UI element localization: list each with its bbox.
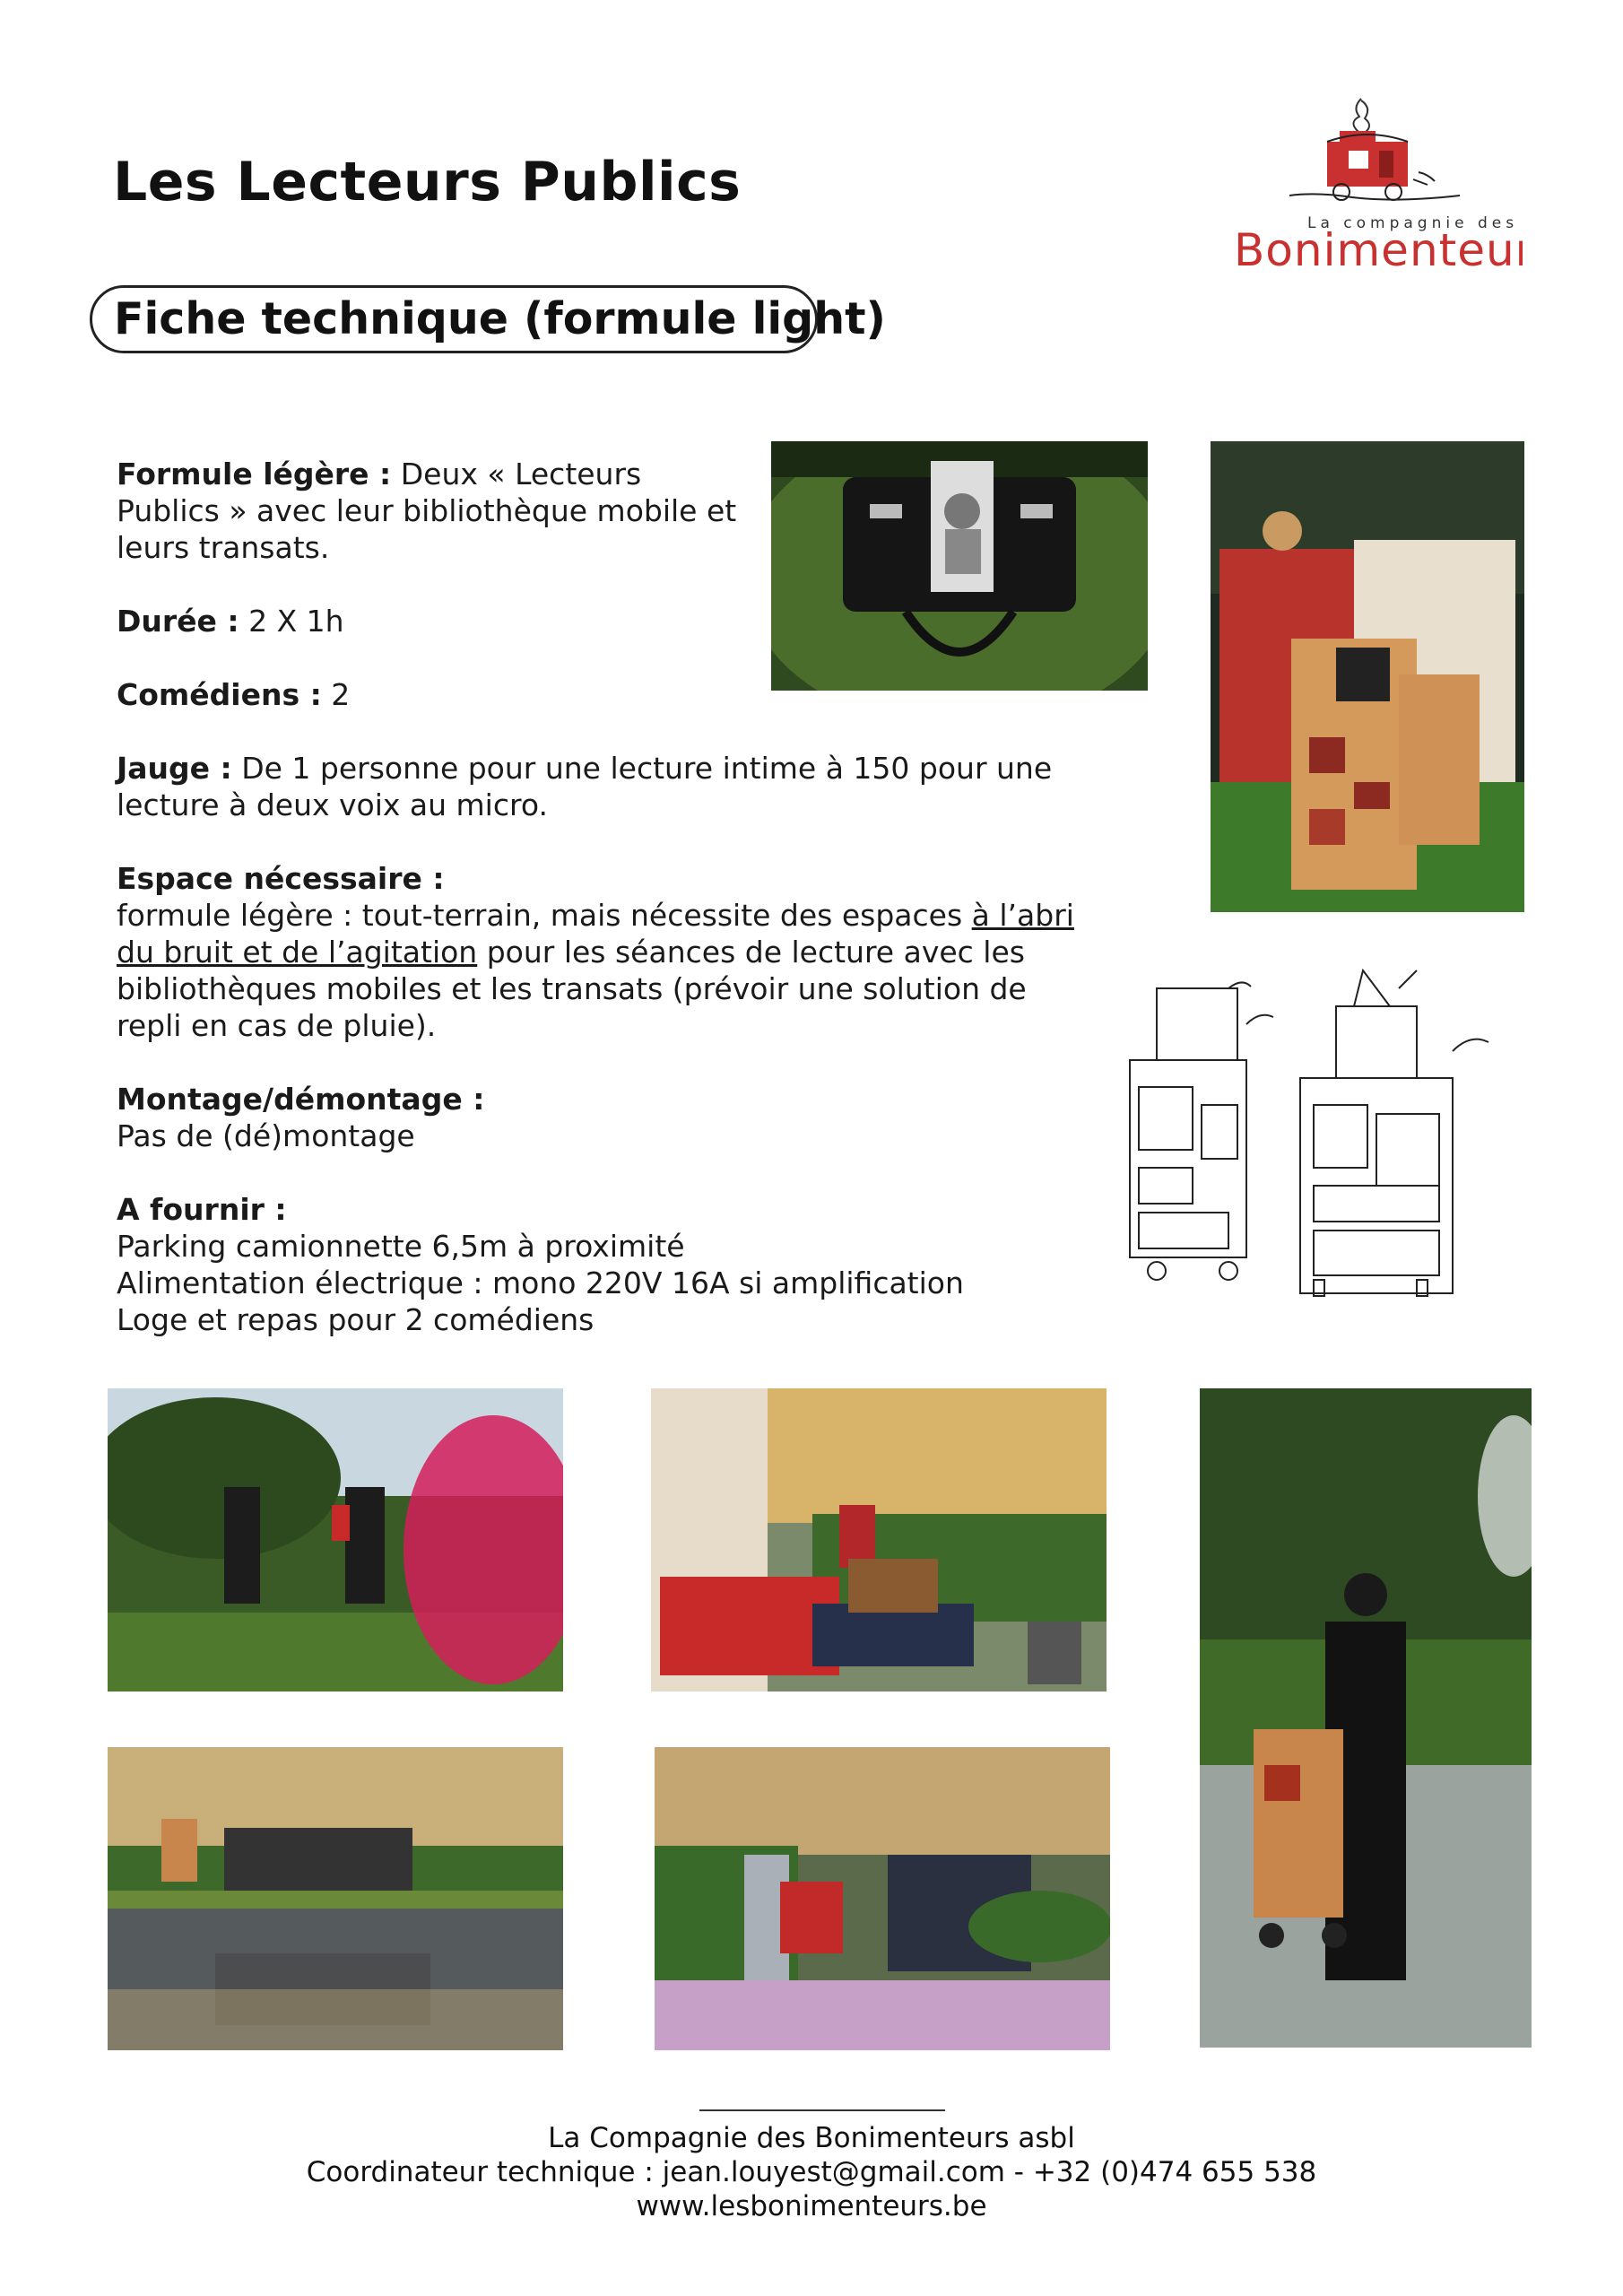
section-montage — [117, 1081, 1103, 1154]
section-label: Durée : — [117, 604, 239, 639]
fournir-item: Loge et repas pour 2 comédiens — [117, 1302, 595, 1337]
photo-performers-reading — [108, 1388, 563, 1692]
section-formule — [117, 456, 744, 566]
caravan-logo-icon — [1227, 90, 1523, 278]
photo-man-pushing-cabinet — [1200, 1388, 1532, 2048]
footer-website-link[interactable]: www.lesbonimenteurs.be — [636, 2190, 987, 2222]
page-title: Les Lecteurs Publics — [113, 151, 742, 213]
section-label: A fournir : — [117, 1192, 287, 1227]
section-fournir — [117, 1191, 1103, 1338]
logo-small-text: La compagnie des — [1307, 214, 1519, 232]
section-label: Comédiens : — [117, 677, 322, 712]
company-logo — [1227, 90, 1523, 278]
footer-contact: Coordinateur technique : jean.louyest@gmail.com - +32 (0)474 655 538 — [306, 2156, 1317, 2188]
footer-divider — [699, 2109, 945, 2111]
section-label: Formule légère : — [117, 457, 392, 491]
fournir-item: Alimentation électrique : mono 220V 16A si amplification — [117, 1265, 964, 1300]
section-espace — [117, 860, 1094, 1044]
photo-children-reading — [655, 1747, 1110, 2050]
section-text: 2 — [321, 677, 351, 712]
photo-briefcase — [771, 441, 1148, 691]
section-label: Jauge : — [117, 751, 232, 786]
photo-mobile-library — [1211, 441, 1524, 912]
section-label: Espace nécessaire : — [117, 861, 445, 896]
section-text: De 1 personne pour une lecture intime à 150 pour une lecture à deux voix au micro. — [117, 751, 1053, 822]
footer-org: La Compagnie des Bonimenteurs asbl — [548, 2122, 1075, 2154]
photo-audience-reflection — [108, 1747, 563, 2050]
section-text: 2 X 1h — [239, 604, 344, 639]
logo-big-text: Bonimenteu — [1234, 224, 1515, 276]
photo-listeners-transats — [651, 1388, 1107, 1692]
section-label: Montage/démontage : — [117, 1082, 485, 1117]
section-text: formule légère : tout-terrain, mais nécessite des espaces — [117, 898, 972, 933]
section-text: Deux « Lecteurs Publics » avec leur bibliothèque mobile et leurs transats. — [117, 457, 737, 565]
fournir-item: Parking camionnette 6,5m à proximité — [117, 1229, 685, 1264]
section-text: pour les séances de lecture avec les bibliothèques mobiles et les transats (prévoir une solution de repli en cas de pluie). — [117, 935, 1027, 1043]
section-text: Pas de (dé)montage — [117, 1118, 415, 1153]
underlined-text: à l’abri du bruit et de l’agitation — [117, 898, 1074, 970]
page-subtitle: Fiche technique (formule light) — [90, 285, 818, 353]
cabinet-sketch-icon — [1121, 961, 1506, 1302]
section-jauge — [117, 750, 1094, 823]
